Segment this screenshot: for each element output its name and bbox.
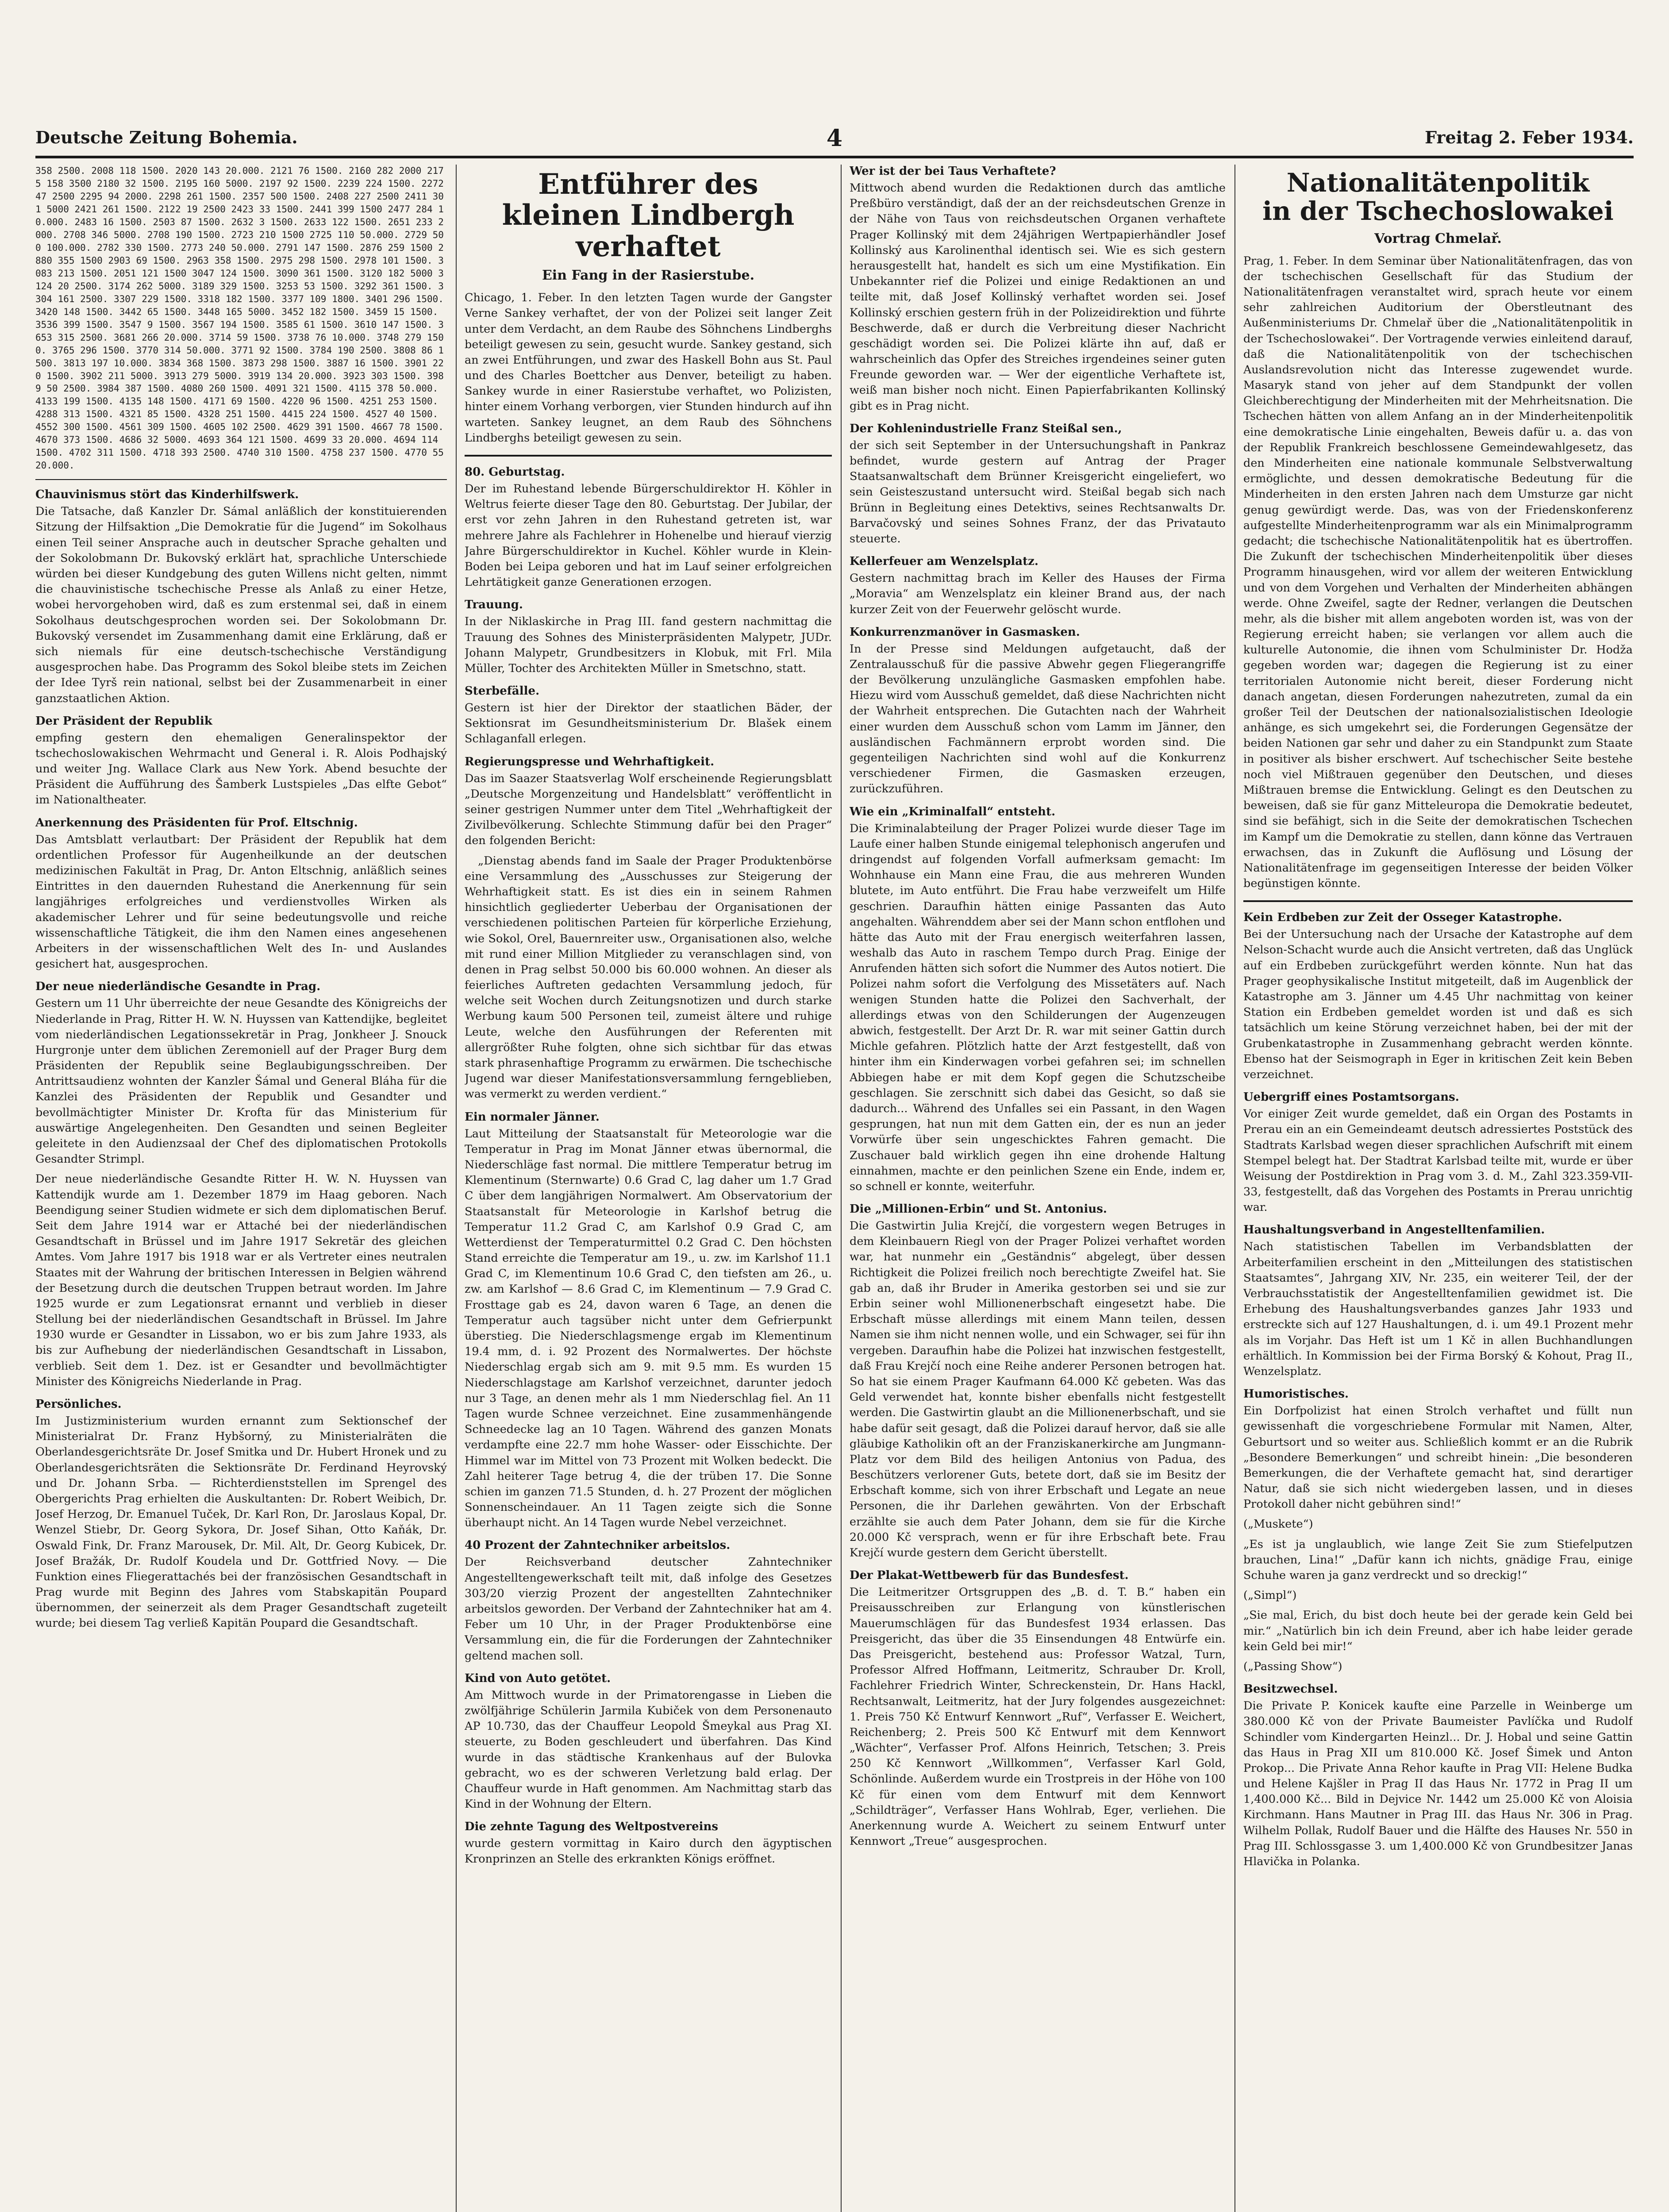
headline-line-1: Entführer des [538, 168, 758, 201]
divider [1243, 900, 1633, 902]
source-credit: („Passing Show“) [1243, 1659, 1342, 1673]
article-heading: Chauvinismus stört das Kinderhilfswerk. [35, 488, 299, 502]
column-divider [456, 165, 457, 2212]
article-heading: Haushaltungsverband in Angestelltenfamilien. [1243, 1223, 1545, 1237]
article-heading: 40 Prozent der Zahntechniker arbeitslos. [465, 1539, 731, 1552]
masthead [35, 127, 1634, 158]
headline-subtitle: Ein Fang in der Rasierstube. [542, 268, 755, 284]
article-paragraph: Am Mittwoch wurde in der Primatorengasse in Lieben die zwölfjährige Schülerin Jarmila Kubiček von dem Personenauto AP 10.730, das der Chauffeur Leopold Šmeykal aus Prag XI. steuerte, zu Boden geschleudert und überfahren. Das Kind wurde in das städtische Krankenhaus auf der Bulovka gebracht, wo es der schweren Verletzung bald erlag. Der Chauffeur wurde in Haft genommen. Am Nachmittag starb das Kind in der Wohnung der Eltern. [465, 1688, 832, 1811]
article-heading: Konkurrenzmanöver in Gasmasken. [850, 625, 1080, 639]
article-heading: Persönliches. [35, 1398, 122, 1411]
article-paragraph: empfing gestern den ehemaligen Generalinspektor der tschechoslowakischen Wehrmacht und General i. R. Alois Podhajský und weiter Jng. Wallace Clark aus New York. Abend besuchte der Präsident die Aufführung des Šamberk Lustspieles „Das elfte Gebot“ im Nationaltheater. [35, 731, 447, 807]
article-heading: Der Präsident der Republik [35, 714, 212, 728]
column-3 [850, 165, 1226, 2212]
article-heading: Der Plakat-Wettbewerb für das Bundesfest. [850, 1569, 1129, 1582]
headline [1243, 169, 1633, 226]
article-paragraph: Das im Saazer Staatsverlag Wolf erscheinende Regierungsblatt „Deutsche Morgenzeitung und Handelsblatt“ veröffentlicht in seiner gestrigen Nummer unter dem Titel „Wehrhaftigkeit der Zivilbevölkerung. Schlechte Stimmung dafür bei den Prager“ den folgenden Bericht: [465, 772, 832, 848]
article-paragraph: wurde gestern vormittag in Kairo durch den ägyptischen Kronprinzen an Stelle des erkrankten Königs eröffnet. [465, 1837, 832, 1866]
headline-line-2: in der Tschechoslowakei [1262, 196, 1614, 226]
headline-line-2: kleinen Lindbergh verhaftet [502, 199, 795, 263]
masthead-rule [35, 156, 1634, 158]
article-heading: Der neue niederländische Gesandte in Prag. [35, 980, 321, 994]
article-paragraph: Die Private P. Konicek kaufte eine Parzelle in Weinberge um 380.000 Kč von der Private Baumeister Pavlíčka und Rudolf Schindler vom Kindergarten Heinzl... Dr. J. Hobal und seine Gattin das Haus in Prag XII um 810.000 Kč. Josef Šimek und Anton Prokop... Die Private Anna Rehor kaufte in Prag VII: Helene Budka und Helene Kajšler in Prag II das Haus Nr. 1772 in Prag II um 1,400.000 Kč... Bild in Dejvice Nr. 1442 um 25.000 Kč von Aloisia Kirchmann. Hans Mautner in Prag III. das Haus Nr. 306 in Prag. Wilhelm Pollak, Rudolf Bauer und die Hälfte des Hauses Nr. 550 in Prag III. Schlossgasse 3. um 1,400.000 Kč von Grundbesitzer Janas Hlavička in Polanka. [1243, 1699, 1633, 1869]
article-paragraph: Die Kriminalabteilung der Prager Polizei wurde dieser Tage im Laufe einer halben Stunde einigemal telephonisch angerufen und dringendst auf folgenden Vorfall aufmerksam gemacht: Im Wohnhause ein Mann eine Frau, die aus mehreren Wunden blutete, im Auto entführt. Die Frau habe verzweifelt um Hilfe geschrien. Daraufhin hätten einige Passanten das Auto angehalten. Währenddem aber sei der Mann schon entflohen und hätte das Auto mit der Frau energisch weiterfahren lassen, weshalb das Auto in raschem Tempo durch Prag. Einige der Anrufenden hätten sich sofort die Nummer des Autos notiert. Die Polizei nahm sofort die Verfolgung des Missetäters auf. Nach wenigen Stunden hatte die Polizei den Sachverhalt, der allerdings etwas von den Schilderungen der Augenzeugen abwich, festgestellt. Der Arzt Dr. R. war mit seiner Gattin durch Michle gefahren. Plötzlich hatte der Arzt festgestellt, daß von hinter ihm ein Kinderwagen vorbei gefahren sei; im schnellen Abbiegen habe er mit dem Kopf gegen die Schutzscheibe geschlagen. Sie zerschnitt sich dabei das Gesicht, so daß sie dadurch... Während des Unfalles sei ein Passant, in den Wagen gesprungen, hat nun mit dem Gatten ein, der es nun an jeder Vorwürfe über sein ungeschicktes Fahren gemacht. Die Zuschauer bald wirklich gegen ihn eine drohende Haltung einnahmen, machte er den peinlichen Szene ein Ende, indem er, so schnell er konnte, weiterfuhr. [850, 822, 1226, 1193]
article-paragraph: „Sie mal, Erich, du bist doch heute bei der gerade kein Geld bei mir.“ „Natürlich bin ich dein Freund, aber ich habe leider gerade kein Geld bei mir!“ [1243, 1609, 1633, 1653]
article-heading: Wer ist der bei Taus Verhaftete? [850, 165, 1056, 178]
article-heading: Kind von Auto getötet. [465, 1671, 611, 1685]
article-heading: Ein normaler Jänner. [465, 1110, 600, 1124]
article-heading: 80. Geburtstag. [465, 465, 565, 479]
column-2 [465, 165, 832, 2212]
column-4 [1243, 165, 1633, 2212]
article-paragraph: Laut Mitteilung der Staatsanstalt für Meteorologie war die Temperatur in Prag im Monat Jänner etwas übernormal, die Niederschläge fast normal. Die mittlere Temperatur betrug im Klementinum (Sternwarte) 0.6 Grad C, lag daher um 1.7 Grad C über dem langjährigen Normalwert. Am Observatorium der Staatsanstalt für Meteorologie in Karlshof betrug die Temperatur 11.2 Grad C, am Karlshof 0.9 Grad C, am Wetterdienst der Temperaturmittel 0.2 Grad C. Den höchsten Stand erreichte die Temperatur am 19., u. zw. im Karlshof 11.1 Grad C, im Klementinum 10.6 Grad C, den tiefsten am 26., u. zw. am Karlshof — 8.6 Grad C, im Klementinum — 7.9 Grad C. Frosttage gab es 24, davon waren 6 Tage, an denen die Temperatur auch tagsüber nicht unter dem Gefrierpunkt überstieg. Die Niederschlagsmenge ergab im Klementinum 19.4 mm, d. i. 92 Prozent des Normalwertes. Der höchste Niederschlag ergab sich am 9. mit 9.5 mm. Es wurden 15 Niederschlagstage am Karlshof verzeichnet, darunter jedoch nur 3 Tage, an denen mehr als 1 mm Niederschlag fiel. An 11 Tagen wurde Schnee verzeichnet. Eine zusammenhängende Schneedecke lag an 10 Tagen. Während des ganzen Monats verdampfte eine 22.7 mm hohe Wasser- oder Eisschichte. Der Himmel war im Mittel von 73 Prozent mit Wolken bedeckt. Die Zahl heiterer Tage betrug 4, die der trüben 17. Die Sonne schien im ganzen 71.5 Stunden, d. h. 27 Prozent der möglichen Sonnenscheindauer. An 11 Tagen zeigte sich die Sonne überhaupt nicht. An 14 Tagen wurde Nebel verzeichnet. [465, 1127, 832, 1530]
article-heading: Kellerfeuer am Wenzelsplatz. [850, 555, 1038, 568]
article-heading: Uebergriff eines Postamtsorgans. [1243, 1091, 1459, 1104]
article-paragraph: Ein Dorfpolizist hat einen Strolch verhaftet und füllt nun gewissenhaft die vorgeschriebene Formular mit Namen, Alter, Geburtsort und so weiter aus. Schließlich kommt er an die Rubrik „Besondere Bemerkungen“ und schreibt hinein: „Die besonderen Bemerkungen, die der Verhaftete gemacht hat, sind derartiger Natur, daß sie sich nicht wiedergeben lassen, und in dieses Protokoll daher nicht gebühren sind!“ [1243, 1404, 1633, 1511]
column-1 [35, 165, 447, 2212]
article-paragraph: Die Leitmeritzer Ortsgruppen des „B. d. T. B.“ haben ein Preisausschreiben zur Erlangung von künstlerischen Mauerumschlägen für das Bundesfest 1934 erlassen. Das Preisgericht, das über die 35 Einsendungen 48 Entwürfe ein. Das Preisgericht, bestehend aus: Professor Watzal, Turn, Professor Alfred Hoffmann, Leitmeritz, Schrauber Dr. Kroll, Fachlehrer Friedrich Winter, Schreckenstein, Dr. Hans Hackl, Rechtsanwalt, Leitmeritz, hat der Jury folgendes ausgezeichnet: 1. Preis 750 Kč Entwurf Kennwort „Ruf“, Verfasser E. Weichert, Reichenberg; 2. Preis 500 Kč Entwurf mit dem Kennwort „Wächter“, Verfasser Prof. Alfons Heinrich, Tetschen; 3. Preis 250 Kč Kennwort „Willkommen“, Verfasser Karl Gold, Schönlinde. Außerdem wurde ein Trostpreis in der Höhe von 100 Kč für einen vom dem Entwurf mit dem Kennwort „Schildträger“, Verfasser Hans Wohlrab, Eger, verliehen. Die Anerkennung wurde A. Weichert zu seinem Entwurf unter Kennwort „Treue“ ausgesprochen. [850, 1586, 1226, 1848]
page-number: 4 [826, 125, 843, 152]
source-credit: („Simpl“) [1243, 1589, 1297, 1602]
headline-subtitle: Vortrag Chmelař. [1374, 230, 1502, 246]
article-paragraph: Bei der Untersuchung nach der Ursache der Katastrophe auf dem Nelson-Schacht wurde auch die Ansicht vertreten, daß das Unglück auf ein Erdbeben zurückgeführt werden könnte. Nun hat das Prager geophysikalische Institut mitgeteilt, daß im Augenblick der Katastrophe am 3. Jänner um 4.45 Uhr nachmittag von keiner Station ein Erdbeben gemeldet worden ist und daß es sich tatsächlich um keine Störung verzeichnet haben, bei der mit der Grubenkatastrophe in Zusammenhang gebracht werden könnte. Ebenso hat der Seismograph in Eger in kritischen Zeit kein Beben verzeichnet. [1243, 928, 1633, 1081]
column-divider [841, 165, 842, 2212]
article-paragraph: Der neue niederländische Gesandte Ritter H. W. N. Huyssen van Kattendijk wurde am 1. Dezember 1879 im Haag geboren. Nach Beendigung seiner Studien widmete er sich dem diplomatischen Beruf. Seit dem Jahre 1914 war er Attaché bei der niederländischen Gesandtschaft in Brüssel und im Jahre 1917 Sekretär des gleichen Amtes. Vom Jahre 1917 bis 1918 war er als Vertreter eines neutralen Staates mit der Wahrung der britischen Interessen in Belgien während der Besetzung durch die deutschen Truppen betraut worden. Im Jahre 1925 wurde er zum Legationsrat ernannt und verblieb in dieser Stellung bei der niederländischen Gesandtschaft in Brüssel. Im Jahre 1930 wurde er Gesandter in Lissabon, wo er bis zum Jahre 1933, als bis zur Aufhebung der niederländischen Gesandtschaft in Lissabon, verblieb. Seit dem 1. Dez. ist er Gesandter und bevollmächtigter Minister des Königreichs Niederlande in Prag. [35, 1172, 447, 1388]
column-divider [1234, 165, 1235, 2212]
article-paragraph: „Es ist ja unglaublich, wie lange Zeit Sie zum Stiefelputzen brauchen, Lina!“ „Dafür kann ich nichts, gnädige Frau, einige Schuhe waren ja ganz verdreckt und so dreckig!“ [1243, 1537, 1633, 1582]
article-paragraph: Nach statistischen Tabellen im Verbandsblatten der Arbeiterfamilien erscheint in den „Mitteilungen des statistischen Staatsamtes“, Jahrgang XIV, Nr. 235, ein weiterer Teil, der der Verbrauchsstatistik der Angestelltenfamilien gewidmet ist. Die Erhebung des Haushaltungsverbandes ganzes Jahr 1933 und erstreckte sich auf 127 Haushaltungen, d. i. um 49.1 Prozent mehr als im Vorjahr. Das Heft ist um 1 Kč in allen Buchhandlungen erhältlich. In Kommission bei der Firma Borský & Kohout, Prag II., Wenzelsplatz. [1243, 1240, 1633, 1378]
article-heading: Humoristisches. [1243, 1387, 1349, 1401]
article-paragraph: Prag, 1. Feber. In dem Seminar über Nationalitätenfragen, das von der tschechischen Gesellschaft für das Studium der Nationalitätenfragen veranstaltet wird, sprach heute vor einem sehr zahlreichen Auditorium der Oberstleutnant des Außenministeriums Dr. Chmelař über die „Nationalitätenpolitik in der Tschechoslowakei“. Der Vortragende verwies einleitend darauf, daß die Nationalitätenpolitik von der tschechischen Auslandsrevolution nicht das Interesse zugewendet wurde. Masaryk stand von jeher auf dem Standpunkt der vollen Gleichberechtigung der Minderheiten mit der Mehrheitsnation. Die Tschechen hätten von allem Anfang an in der Minderheitenpolitik eine demokratische Linie eingehalten, Beweis dafür u. a. das von der Republik Frankreich beschlossene Gemeindewahlgesetz, das den Minderheiten eine nationale kommunale Selbstverwaltung ermöglichte, und dessen demokratische Bedeutung für die Minderheiten in den ersten Jahren nach dem Umsturze gar nicht genug gewürdigt werde. Das, was von der Friedenskonferenz aufgestellte Minderheitenprogramm war als ein Minimalprogramm gedacht; die tschechische Nationalitätenpolitik hat es übertroffen. Die Zukunft der tschechischen Minderheitenpolitik über dieses Programm hinausgehen, wird vor allem der weiteren Entwicklung und von dem Vorgehen und Verhalten der Minderheiten abhängen werde. Ohne Zweifel, sagte der Redner, verlangen die Deutschen mehr, als die bisher mit allem angeboten worden ist, was von der Regierung erreicht haben; sie verlangen vor allem auch die kulturelle Autonomie, die ihnen vom Schulminister Dr. Hodža gegeben worden war; dagegen die Regierung ist zu einer territorialen Autonomie nicht bereit, dieser Forderung nicht danach angetan, diesen Forderungen nahezutreten, zumal da ein großer Teil der Deutschen der nationalsozialistischen Ideologie anhänge, es sich umgekehrt sei, die Forderungen Gegensätze der beiden Nationen gar sehr und daher zu ein Standpunkt zum Staate in positiver als bisher erschwert. Auf tschechischer Seite bestehe noch viel Mißtrauen gegenüber den Deutschen, und dieses Mißtrauen bremse die Entwicklung. Gelingt es den Deutschen zu beweisen, daß sie für ganz Mitteleuropa die Demokratie bedeutet, sind sie befähigt, sich in die Seite der demokratischen Tschechen im Kampf um die Demokratie zu stellen, dann könne das Vertrauen erwachsen, das in Zukunft die Auflösung und Lösung der Nationalitätenfrage im gegenseitigen Interesse der beiden Völker begünstigen könnte. [1243, 254, 1633, 891]
quoted-report [465, 853, 832, 1102]
article-heading: Die „Millionen-Erbin“ und St. Antonius. [850, 1202, 1107, 1216]
article-paragraph: Im Justizministerium wurden ernannt zum Sektionschef der Ministerialrat Dr. Franz Hybšorný, zu Ministerialräten die Oberlandesgerichtsräte Dr. Josef Smitka und Dr. Hubert Hronek und zu Oberlandesgerichtsräten die Sektionsräte Dr. Ferdinand Heyrovský und Dr. Johann Srba. — Richterdienststellen im Sprengel des Obergerichts Prag erhielten die Auskultanten: Dr. Robert Weibich, Dr. Josef Herzog, Dr. Emanuel Tuček, Dr. Karl Ron, Dr. Jaroslaus Kopal, Dr. Wenzel Stiebr, Dr. Georg Sykora, Dr. Josef Sihan, Otto Kaňák, Dr. Oswald Fink, Dr. Franz Marousek, Dr. Mil. Alt, Dr. Georg Kubicek, Dr. Josef Bražák, Dr. Rudolf Koudela und Dr. Gottfried Novy. — Die Funktion eines Fliegerattachés bei der französischen Gesandtschaft in Prag wurde mit Beginn des Jahres vom Stabskapitän Poupard übernommen, der seinerzeit als dem Prager Gesandtschaft zugeteilt wurde; bei diesem Tag verließ Kapitän Poupard die Gesandtschaft. [35, 1414, 447, 1630]
article-paragraph: „Dienstag abends fand im Saale der Prager Produktenbörse eine Versammlung des „Ausschusses zur Steigerung der Wehrhaftigkeit statt. Es ist dies ein in seinem Rahmen hinsichtlich gegliederter Ueberbau der Organisationen der verschiedenen politischen Parteien für körperliche Erziehung, wie Sokol, Orel, Bauernreiter usw., Organisationen also, welche mit rund einer Million Mitglieder zu veranschlagen sind, von denen in Prag selbst 50.000 bis 60.000 wohnen. An dieser als feierliches Auftreten gedachten Versammlung jedoch, für welche seit Wochen durch Zeitungsnotizen und durch starke Werbung kaum 500 Personen teil, zumeist ältere und ruhige Leute, welche den Ausführungen der Referenten mit allergrößter Ruhe folgten, ohne sich sichtbar für das etwas stark phrasenhaftige Programm zu erwärmen. Die tschechische Jugend war dieser Manifestationsversammlung ferngeblieben, was vermerkt zu werden verdient.“ [465, 854, 832, 1101]
article-heading: Besitzwechsel. [1243, 1682, 1338, 1696]
article-heading: Trauung. [465, 598, 523, 612]
article-paragraph: Die Tatsache, daß Kanzler Dr. Sámal anläßlich der konstituierenden Sitzung der Hilfsaktion „Die Demokratie für die Jugend“ im Sokolhaus einen Teil seiner Ansprache auch in deutscher Sprache gehalten und der Sokolobmann Dr. Bukovský erklärt hat, sprachliche Unterschiede würden bei dieser Kundgebung des guten Willens nicht gelten, nimmt die chauvinistische tschechische Presse als Anlaß zu einer Hetze, wobei hervorgehoben wird, daß es zum erstenmal sei, daß in einem Sokolhaus deutschgesprochen worden sei. Der Sokolobmann Dr. Bukovský versendet im Zusammenhang damit eine Erklärung, daß er sich niemals für eine deutsch-tschechische Verständigung ausgesprochen habe. Das Programm des Sokol bleibe stets im Zeichen der Idee Tyrš rein national, selbst bei der Zusammenarbeit in einer ganzstaatlichen Aktion. [35, 505, 447, 705]
article-paragraph: Vor einiger Zeit wurde gemeldet, daß ein Organ des Postamts in Prerau ein an ein Gemeindeamt deutsch adressiertes Poststück des Stadtrats Karlsbad wegen dieser sprachlichen Aufschrift mit einem Stempel belegt hat. Der Stadtrat Karlsbad teilte mit, wurde er über Weisung der Postdirektion in Prag vom 3. d. M., Zahl 323.359-VII-33, festgestellt, daß das Vorgehen des Postamts in Prerau unrichtig war. [1243, 1107, 1633, 1214]
article-paragraph: In der Niklaskirche in Prag III. fand gestern nachmittag die Trauung des Sohnes des Ministerpräsidenten Malypetr, JUDr. Johann Malypetr, Grundbesitzers in Klobuk, mit Frl. Mila Müller, Tochter des Architekten Müller in Smetschno, statt. [465, 615, 832, 675]
article-heading: Der Kohlenindustrielle Franz Steißal sen., [850, 422, 1122, 435]
article-paragraph: Gestern um 11 Uhr überreichte der neue Gesandte des Königreichs der Niederlande in Prag, Ritter H. W. N. Huyssen van Kattendijke, begleitet vom niederländischen Legationssekretär in Prag, Jonkheer J. Snouck Hurgronje unter dem üblichen Zeremoniell auf der Prager Burg dem Präsidenten der Republik seine Beglaubigungsschreiben. Der Antrittsaudienz wohnten der Kanzler Šámal und General Bláha für die Kanzlei des Präsidenten der Republik und Gesandter und bevollmächtigter Minister Dr. Krofta für das Ministerium für auswärtige Angelegenheiten. Den Gesandten und seinen Begleiter geleitete in den Audienzsaal der Chef des diplomatischen Protokolls Gesandter Strimpl. [35, 997, 447, 1166]
newspaper-name: Deutsche Zeitung Bohemia. [35, 127, 298, 147]
article-heading: Regierungspresse und Wehrhaftigkeit. [465, 755, 715, 768]
headline [465, 169, 832, 262]
article-heading: Sterbefälle. [465, 684, 540, 698]
article-heading: Anerkennung des Präsidenten für Prof. Eltschnig. [35, 816, 358, 830]
article-paragraph: der sich seit September in der Untersuchungshaft in Pankraz befindet, wurde gestern auf Antrag der Prager Staatsanwaltschaft dem Brünner Kreisgericht eingeliefert, wo sein Geisteszustand untersucht wird. Steißal begab sich nach Brünn in Begleitung eines Detektivs, seines Rechtsanwalts Dr. Barvačovský und seines Sohnes Franz, der das Privatauto steuerte. [850, 438, 1226, 545]
article-heading: Kein Erdbeben zur Zeit der Osseger Katastrophe. [1243, 911, 1562, 925]
article-lead: Chicago, 1. Feber. In den letzten Tagen wurde der Gangster Verne Sankey verhaftet, der von der Polizei seit langer Zeit unter dem Verdacht, an dem Raube des Söhnchens Lindberghs beteiligt gewesen zu sein, gesucht wurde. Sankey gestand, sich an zwei Entführungen, und zwar des Haskell Bohn aus St. Paul und des Charles Boettcher aus Denver, beteiligt zu haben. Sankey wurde in einer Rasierstube verhaftet, wo Polizisten, hinter einem Vorhang verborgen, vier Stunden hindurch auf ihn warteten. Sankey leugnet, an dem Raub des Söhnchens Lindberghs beteiligt gewesen zu sein. [465, 291, 832, 445]
article-paragraph: Der im Ruhestand lebende Bürgerschuldirektor H. Köhler in Weltrus feierte dieser Tage den 80. Geburtstag. Der Jubilar, der erst vor zehn Jahren in den Ruhestand getreten ist, war mehrere Jahre als Fachlehrer in Hohenelbe und hierauf vierzig Jahre Bürgerschuldirektor in Kuchel. Köhler wurde in Klein-Boden bei Leipa geboren und hat im Lauf seiner erfolgreichen Lehrtätigkeit ganze Generationen erzogen. [465, 482, 832, 589]
divider [465, 455, 832, 457]
headline-line-1: Nationalitätenpolitik [1286, 168, 1590, 198]
source-credit: („Muskete“) [1243, 1517, 1313, 1531]
article-heading: Wie ein „Kriminalfall“ entsteht. [850, 805, 1056, 818]
article-paragraph: Gestern ist hier der Direktor der staatlichen Bäder, der Sektionsrat im Gesundheitsministerium Dr. Blašek einem Schlaganfall erlegen. [465, 701, 832, 746]
article-paragraph: Gestern nachmittag brach im Keller des Hauses der Firma „Moravia“ am Wenzelsplatz ein kleiner Brand aus, der nach kurzer Zeit von der Feuerwehr gelöscht wurde. [850, 572, 1226, 616]
article-paragraph: Das Amtsblatt verlautbart: Der Präsident der Republik hat dem ordentlichen Professor für Augenheilkunde an der deutschen medizinischen Fakultät in Prag, Dr. Anton Eltschnig, anläßlich seines Eintrittes in den dauernden Ruhestand die Anerkennung für sein langjähriges erfolgreiches und verdienstvolles Wirken als akademischer Lehrer und für seine bedeutungsvolle und reiche wissenschaftliche Tätigkeit, die ihm den Namen eines angesehenen Arbeiters in der wissenschaftlichen Welt des In- und Auslandes gesichert hat, ausgesprochen. [35, 833, 447, 971]
article-heading: Die zehnte Tagung des Weltpostvereins [465, 1820, 719, 1834]
article-paragraph: In der Presse sind Meldungen aufgetaucht, daß der Zentralausschuß für die passive Abwehr gegen Fliegerangriffe der Bevölkerung unzulängliche Gasmasken empfohlen habe. Hiezu wird vom Ausschuß gemeldet, daß diese Nachrichten nicht der Wahrheit entsprechen. Die Gutachten nach der Wahrheit einer wurden dem Ausschuß schon vom Lamm im Jänner, den ausländischen Fachmännern erprobt worden sind. Die gegenteiligen Nachrichten sind wohl auf die Konkurrenz verschiedener Firmen, die Gasmasken erzeugen, zurückzuführen. [850, 642, 1226, 796]
article-paragraph: Die Gastwirtin Julia Krejčí, die vorgestern wegen Betruges in dem Kleinbauern Riegl von der Prager Polizei verhaftet worden war, hat nunmehr ein „Geständnis“ abgelegt, über dessen Richtigkeit die Polizei freilich noch berechtigte Zweifel hat. Sie gab an, daß ihr Bruder in Amerika gestorben sei und sie zur Erbin seiner wohl Millionenerbschaft eingesetzt habe. Die Erbschaft müsse allerdings mit einem Mann teilen, dessen Namen sie ihm nicht nennen wolle, und ein Schwager, sei für ihn vergeben. Daraufhin habe die Polizei hat inzwischen festgestellt, daß Frau Krejčí noch eine Reihe anderer Personen betrogen hat. So hat sie einem Prager Kaufmann 64.000 Kč gebeten. Was das Geld verwendet hat, konnte bisher ebenfalls nicht festgestellt werden. Die Gastwirtin glaubt an die Millionenerbschaft, und sie habe dafür seit gesagt, daß die Polizei darauf hervor, daß sie alle gläubige Katholikin oft an der Franziskanerkirche am Jungmann-Platz vor dem Bild des heiligen Antonius von Padua, des Beschützers verlorener Guts, betete dort, daß sie im Besitz der Erbschaft komme, sich von ihrer Erbschaft und Legate an neue Personen, die ihr Darlehen gewährten. Von der Erbschaft erzählte sie auch dem Pater Johann, dem sie für die Kirche 20.000 Kč versprach, wenn er für ihre Erbschaft bete. Frau Krejčí wurde gestern dem Gericht überstellt. [850, 1219, 1226, 1559]
article-paragraph: Mittwoch abend wurden die Redaktionen durch das amtliche Preßbüro verständigt, daß der an der reichsdeutschen Grenze in der Nähe von Taus von reichsdeutschen Organen verhaftete Prager Kollinský mit dem 24jährigen Wertpapierhändler Josef Kollinský aus Karolinenthal identisch sei. Wie es sich gestern herausgestellt hat, handelt es sich um eine Mystifikation. Ein Unbekannter rief die Polizei und einige Redaktionen an und teilte mit, daß Josef Kollinský verhaftet worden sei. Josef Kollinský erschien gestern früh in der Polizeidirektion und führte Beschwerde, daß er durch die Verbreitung dieser Nachricht geschädigt worden sei. Die Polizei klärte ihn auf, daß er wahrscheinlich das Opfer des Streiches irgendeines seiner guten Freunde geworden war. — Wer der eigentliche Verhaftete ist, weiß man bisher noch nicht. Einen Papierfabrikanten Kollinský gibt es in Prag nicht. [850, 181, 1226, 413]
lottery-numbers: 358 2500. 2008 118 1500. 2020 143 20.000. 2121 76 1500. 2160 282 2000 2175 158 3500 2180 32 1500. 2195 160 5000. 2197 92 1500. 2239 224 1500. 2272 47 2500 2295 94 2000. 2298 261 1500. 2357 500 1500. 2408 227 2500 2411 301 5000 2421 261 1500. 2122 19 2500 2423 33 1500. 2441 399 1500 2477 284 10.000. 2483 16 1500. 2503 87 1500. 2632 3 1500. 2633 122 1500. 2651 233 2000. 2708 346 5000. 2708 190 1500. 2723 210 1500 2725 110 50.000. 2729 500 100.000. 2782 330 1500. 2773 240 50.000. 2791 147 1500. 2876 259 1500 2880 355 1500 2903 69 1500. 2963 358 1500. 2975 298 1500. 2978 101 1500. 3083 213 1500. 2051 121 1500 3047 124 1500. 3090 361 1500. 3120 182 5000 3124 20 2500. 3174 262 5000. 3189 329 1500. 3253 53 1500. 3292 361 1500. 3304 161 2500. 3307 229 1500. 3318 182 1500. 3377 109 1800. 3401 296 1500. 3420 148 1500. 3442 65 1500. 3448 165 5000. 3452 182 1500. 3459 15 1500. 3536 399 1500. 3547 9 1500. 3567 194 1500. 3585 61 1500. 3610 147 1500. 3653 315 2500. 3681 266 20.000. 3714 59 1500. 3738 76 10.000. 3748 279 1500. 3765 296 1500. 3770 314 50.000. 3771 92 1500. 3784 190 2500. 3808 86 1500. 3813 197 10.000. 3834 368 1500. 3873 298 1500. 3887 16 1500. 3901 220 1500. 3902 211 5000. 3913 279 5000. 3919 134 20.000. 3923 303 1500. 3989 50 2500. 3984 387 1500. 4080 260 1500. 4091 321 1500. 4115 378 50.000. 4133 199 1500. 4135 148 1500. 4171 69 1500. 4220 96 1500. 4251 253 1500. 4288 313 1500. 4321 85 1500. 4328 251 1500. 4415 224 1500. 4527 40 1500. 4552 300 1500. 4561 309 1500. 4605 102 2500. 4629 391 1500. 4667 78 1500. 4670 373 1500. 4686 32 5000. 4693 364 121 1500. 4699 33 20.000. 4694 114 1500. 4702 311 1500. 4718 393 2500. 4740 310 1500. 4758 237 1500. 4770 55 20.000. [35, 165, 444, 471]
article-paragraph: Der Reichsverband deutscher Zahntechniker Angestelltengewerkschaft teilt mit, daß infolge des Gesetzes 303/20 vierzig Prozent der angestellten Zahntechniker arbeitslos geworden. Der Verband der Zahntechniker hat am 4. Feber um 10 Uhr, in der Prager Produktenbörse eine Versammlung ein, die für die Forderungen der Zahntechniker geltend machen soll. [465, 1555, 832, 1663]
issue-date: Freitag 2. Feber 1934. [1425, 127, 1634, 147]
divider [35, 479, 447, 480]
